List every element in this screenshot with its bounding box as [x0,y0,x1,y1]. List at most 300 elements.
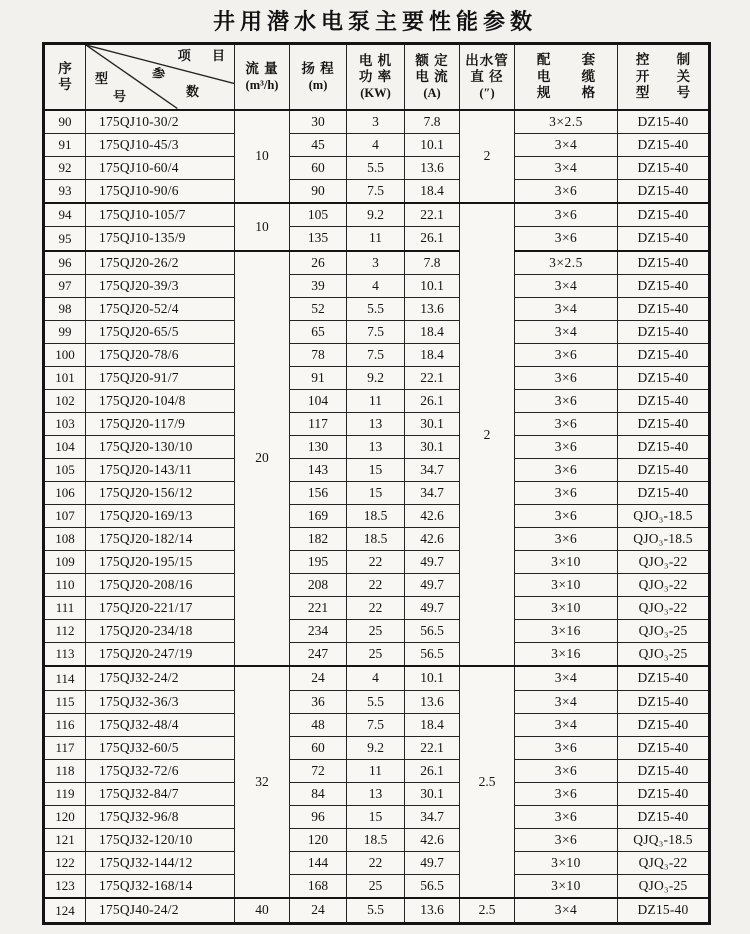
serial-cell: 100 [44,343,86,366]
head-cell: 104 [290,389,347,412]
serial-cell: 105 [44,458,86,481]
current-cell: 10.1 [405,133,460,156]
head-cell: 143 [290,458,347,481]
model-cell: 175QJ20-156/12 [86,482,235,505]
head-cell: 45 [290,133,347,156]
model-cell: 175QJ20-169/13 [86,505,235,528]
switch-cell: DZ15-40 [618,133,710,156]
head-cell: 135 [290,227,347,251]
current-cell: 42.6 [405,828,460,851]
current-cell: 49.7 [405,851,460,874]
switch-cell: QJQ₃-18.5 [618,828,710,851]
model-cell: 175QJ32-120/10 [86,828,235,851]
power-cell: 7.5 [347,343,405,366]
table-row [44,759,710,782]
model-cell: 175QJ32-144/12 [86,851,235,874]
switch-cell: QJO₃-22 [618,574,710,597]
head-cell: 117 [290,412,347,435]
header-flow: 流 量 (m³/h) [235,44,290,110]
head-cell: 36 [290,690,347,713]
power-cell: 11 [347,227,405,251]
switch-cell: DZ15-40 [618,782,710,805]
serial-cell: 93 [44,179,86,203]
serial-cell: 118 [44,759,86,782]
model-cell: 175QJ32-96/8 [86,805,235,828]
head-cell: 24 [290,898,347,923]
flow-cell: 10 [235,203,290,251]
table-row [44,851,710,874]
table-row [44,898,710,923]
model-cell: 175QJ20-195/15 [86,551,235,574]
cable-cell: 3×4 [515,133,618,156]
cable-cell: 3×10 [515,551,618,574]
serial-cell: 117 [44,736,86,759]
switch-cell: DZ15-40 [618,666,710,690]
head-cell: 234 [290,620,347,643]
head-cell: 72 [290,759,347,782]
current-cell: 7.8 [405,110,460,134]
switch-cell: DZ15-40 [618,690,710,713]
header-head: 扬 程 (m) [290,44,347,110]
outlet-cell: 2 [460,110,515,204]
power-cell: 7.5 [347,713,405,736]
power-cell: 18.5 [347,505,405,528]
switch-cell: DZ15-40 [618,297,710,320]
model-cell: 175QJ20-247/19 [86,643,235,667]
switch-cell: QJO₃-22 [618,597,710,620]
cable-cell: 3×6 [515,736,618,759]
serial-cell: 94 [44,203,86,227]
switch-cell: DZ15-40 [618,898,710,923]
switch-cell: DZ15-40 [618,320,710,343]
head-cell: 90 [290,179,347,203]
cable-cell: 3×10 [515,574,618,597]
model-cell: 175QJ20-26/2 [86,251,235,275]
switch-cell: DZ15-40 [618,343,710,366]
serial-cell: 95 [44,227,86,251]
power-cell: 9.2 [347,366,405,389]
cable-cell: 3×4 [515,156,618,179]
cable-cell: 3×6 [515,343,618,366]
model-cell: 175QJ32-168/14 [86,874,235,898]
head-cell: 247 [290,643,347,667]
power-cell: 5.5 [347,156,405,179]
cable-cell: 3×4 [515,690,618,713]
model-cell: 175QJ32-60/5 [86,736,235,759]
current-cell: 30.1 [405,412,460,435]
serial-cell: 99 [44,320,86,343]
current-cell: 34.7 [405,458,460,481]
model-cell: 175QJ20-234/18 [86,620,235,643]
flow-cell: 10 [235,110,290,204]
header-power: 电 机 功 率 (KW) [347,44,405,110]
diag-param-char1: 参 [150,64,168,83]
current-cell: 18.4 [405,343,460,366]
switch-cell: DZ15-40 [618,179,710,203]
serial-cell: 109 [44,551,86,574]
flow-cell: 40 [235,898,290,923]
power-cell: 25 [347,643,405,667]
power-cell: 15 [347,458,405,481]
cable-cell: 3×10 [515,597,618,620]
table-row [44,389,710,412]
switch-cell: DZ15-40 [618,435,710,458]
serial-cell: 103 [44,412,86,435]
current-cell: 56.5 [405,874,460,898]
power-cell: 7.5 [347,179,405,203]
head-cell: 130 [290,435,347,458]
table-row [44,227,710,251]
current-cell: 42.6 [405,528,460,551]
cable-cell: 3×6 [515,528,618,551]
header-serial: 序 号 [44,44,86,110]
header-model-diagonal [86,44,235,110]
power-cell: 5.5 [347,690,405,713]
header-current: 额 定 电 流 (A) [405,44,460,110]
power-cell: 22 [347,574,405,597]
switch-cell: DZ15-40 [618,203,710,227]
cable-cell: 3×6 [515,366,618,389]
cable-cell: 3×4 [515,274,618,297]
switch-cell: DZ15-40 [618,251,710,275]
current-cell: 13.6 [405,690,460,713]
power-cell: 5.5 [347,297,405,320]
table-row [44,528,710,551]
current-cell: 22.1 [405,736,460,759]
switch-cell: DZ15-40 [618,389,710,412]
table-row [44,251,710,275]
power-cell: 13 [347,412,405,435]
cable-cell: 3×4 [515,713,618,736]
table-row [44,874,710,898]
cable-cell: 3×6 [515,179,618,203]
current-cell: 13.6 [405,297,460,320]
serial-cell: 90 [44,110,86,134]
table-row [44,366,710,389]
model-cell: 175QJ20-221/17 [86,597,235,620]
model-cell: 175QJ20-208/16 [86,574,235,597]
serial-cell: 115 [44,690,86,713]
cable-cell: 3×2.5 [515,251,618,275]
model-cell: 175QJ20-117/9 [86,412,235,435]
switch-cell: DZ15-40 [618,227,710,251]
table-row [44,643,710,667]
power-cell: 5.5 [347,898,405,923]
current-cell: 18.4 [405,179,460,203]
current-cell: 26.1 [405,227,460,251]
serial-cell: 111 [44,597,86,620]
serial-cell: 116 [44,713,86,736]
head-cell: 182 [290,528,347,551]
cable-cell: 3×6 [515,482,618,505]
table-row [44,179,710,203]
outlet-cell: 2.5 [460,898,515,923]
diag-model-char2: 号 [113,89,127,104]
serial-cell: 113 [44,643,86,667]
current-cell: 34.7 [405,482,460,505]
table-row [44,458,710,481]
header-cable: 配 套 电 缆 规 格 [515,44,618,110]
power-cell: 3 [347,110,405,134]
table-row [44,505,710,528]
model-cell: 175QJ10-105/7 [86,203,235,227]
serial-cell: 102 [44,389,86,412]
outlet-cell: 2.5 [460,666,515,898]
model-cell: 175QJ20-143/11 [86,458,235,481]
head-cell: 26 [290,251,347,275]
power-cell: 15 [347,805,405,828]
serial-cell: 104 [44,435,86,458]
power-cell: 11 [347,389,405,412]
current-cell: 22.1 [405,203,460,227]
flow-cell: 20 [235,251,290,667]
current-cell: 49.7 [405,574,460,597]
cable-cell: 3×6 [515,782,618,805]
model-cell: 175QJ20-130/10 [86,435,235,458]
model-cell: 175QJ20-78/6 [86,343,235,366]
table-row [44,412,710,435]
model-cell: 175QJ10-45/3 [86,133,235,156]
table-row [44,156,710,179]
serial-cell: 110 [44,574,86,597]
cable-cell: 3×10 [515,874,618,898]
head-cell: 52 [290,297,347,320]
model-cell: 175QJ20-52/4 [86,297,235,320]
table-row [44,297,710,320]
switch-cell: DZ15-40 [618,736,710,759]
head-cell: 168 [290,874,347,898]
current-cell: 30.1 [405,435,460,458]
table-body [44,110,710,924]
table-row [44,805,710,828]
serial-cell: 108 [44,528,86,551]
table-row [44,551,710,574]
power-cell: 18.5 [347,828,405,851]
cable-cell: 3×6 [515,759,618,782]
cable-cell: 3×6 [515,389,618,412]
serial-cell: 96 [44,251,86,275]
cable-cell: 3×6 [515,227,618,251]
table-row [44,713,710,736]
switch-cell: QJO₃-18.5 [618,505,710,528]
model-cell: 175QJ32-72/6 [86,759,235,782]
flow-cell: 32 [235,666,290,898]
switch-cell: QJO₃-22 [618,551,710,574]
serial-cell: 120 [44,805,86,828]
head-cell: 60 [290,156,347,179]
current-cell: 56.5 [405,643,460,667]
power-cell: 15 [347,482,405,505]
switch-cell: DZ15-40 [618,482,710,505]
model-cell: 175QJ32-36/3 [86,690,235,713]
switch-cell: DZ15-40 [618,412,710,435]
table-row [44,782,710,805]
switch-cell: QJO₃-18.5 [618,528,710,551]
cable-cell: 3×6 [515,435,618,458]
switch-cell: DZ15-40 [618,458,710,481]
switch-cell: QJO₃-25 [618,643,710,667]
switch-cell: QJQ₃-22 [618,851,710,874]
head-cell: 91 [290,366,347,389]
current-cell: 42.6 [405,505,460,528]
current-cell: 34.7 [405,805,460,828]
table-row [44,110,710,134]
current-cell: 10.1 [405,274,460,297]
power-cell: 9.2 [347,736,405,759]
cable-cell: 3×4 [515,297,618,320]
head-cell: 105 [290,203,347,227]
head-cell: 208 [290,574,347,597]
model-cell: 175QJ20-65/5 [86,320,235,343]
outlet-cell: 2 [460,203,515,666]
table-row [44,620,710,643]
table-row [44,597,710,620]
switch-cell: DZ15-40 [618,713,710,736]
current-cell: 18.4 [405,320,460,343]
cable-cell: 3×4 [515,898,618,923]
current-cell: 49.7 [405,551,460,574]
model-cell: 175QJ32-48/4 [86,713,235,736]
model-cell: 175QJ32-84/7 [86,782,235,805]
power-cell: 18.5 [347,528,405,551]
model-cell: 175QJ20-39/3 [86,274,235,297]
serial-cell: 101 [44,366,86,389]
switch-cell: DZ15-40 [618,156,710,179]
table-row [44,435,710,458]
cable-cell: 3×6 [515,458,618,481]
head-cell: 65 [290,320,347,343]
power-cell: 4 [347,666,405,690]
model-cell: 175QJ20-104/8 [86,389,235,412]
model-cell: 175QJ10-30/2 [86,110,235,134]
model-cell: 175QJ10-90/6 [86,179,235,203]
head-cell: 48 [290,713,347,736]
table-row [44,574,710,597]
table-row [44,666,710,690]
diag-model-char1: 型 [95,71,109,86]
cable-cell: 3×16 [515,643,618,667]
header-switch: 控 制 开 关 型 号 [618,44,710,110]
model-cell: 175QJ20-182/14 [86,528,235,551]
power-cell: 9.2 [347,203,405,227]
head-cell: 96 [290,805,347,828]
serial-cell: 107 [44,505,86,528]
cable-cell: 3×10 [515,851,618,874]
cable-cell: 3×6 [515,203,618,227]
model-cell: 175QJ40-24/2 [86,898,235,923]
cable-cell: 3×4 [515,320,618,343]
serial-cell: 97 [44,274,86,297]
model-cell: 175QJ10-135/9 [86,227,235,251]
current-cell: 10.1 [405,666,460,690]
power-cell: 22 [347,551,405,574]
diag-item-label: 项 目 [177,48,234,63]
switch-cell: DZ15-40 [618,805,710,828]
cable-cell: 3×4 [515,666,618,690]
cable-cell: 3×6 [515,828,618,851]
current-cell: 22.1 [405,366,460,389]
switch-cell: QJO₃-25 [618,874,710,898]
head-cell: 144 [290,851,347,874]
table-row [44,133,710,156]
switch-cell: QJO₃-25 [618,620,710,643]
model-cell: 175QJ10-60/4 [86,156,235,179]
power-cell: 13 [347,435,405,458]
switch-cell: DZ15-40 [618,759,710,782]
diag-param-char2: 数 [186,84,200,99]
serial-cell: 122 [44,851,86,874]
head-cell: 30 [290,110,347,134]
head-cell: 24 [290,666,347,690]
serial-cell: 91 [44,133,86,156]
switch-cell: DZ15-40 [618,110,710,134]
current-cell: 56.5 [405,620,460,643]
head-cell: 84 [290,782,347,805]
header-outlet: 出水管 直 径 (″) [460,44,515,110]
table-row [44,828,710,851]
table-row [44,343,710,366]
serial-cell: 106 [44,482,86,505]
table-row [44,482,710,505]
table-row [44,274,710,297]
head-cell: 120 [290,828,347,851]
head-cell: 195 [290,551,347,574]
current-cell: 7.8 [405,251,460,275]
switch-cell: DZ15-40 [618,274,710,297]
current-cell: 13.6 [405,156,460,179]
head-cell: 78 [290,343,347,366]
table-row [44,320,710,343]
power-cell: 25 [347,874,405,898]
serial-cell: 98 [44,297,86,320]
table-row [44,690,710,713]
current-cell: 30.1 [405,782,460,805]
current-cell: 49.7 [405,597,460,620]
serial-cell: 114 [44,666,86,690]
cable-cell: 3×2.5 [515,110,618,134]
table-row [44,736,710,759]
page-title: 井用潜水电泵主要性能参数 [212,9,537,34]
power-cell: 3 [347,251,405,275]
current-cell: 26.1 [405,759,460,782]
cable-cell: 3×6 [515,505,618,528]
power-cell: 4 [347,133,405,156]
table-row [44,203,710,227]
cable-cell: 3×6 [515,805,618,828]
serial-cell: 124 [44,898,86,923]
serial-cell: 121 [44,828,86,851]
current-cell: 18.4 [405,713,460,736]
head-cell: 156 [290,482,347,505]
cable-cell: 3×6 [515,412,618,435]
pump-spec-table [42,42,711,925]
serial-cell: 92 [44,156,86,179]
head-cell: 169 [290,505,347,528]
current-cell: 13.6 [405,898,460,923]
power-cell: 4 [347,274,405,297]
power-cell: 22 [347,597,405,620]
power-cell: 7.5 [347,320,405,343]
head-cell: 60 [290,736,347,759]
model-cell: 175QJ32-24/2 [86,666,235,690]
cable-cell: 3×16 [515,620,618,643]
power-cell: 13 [347,782,405,805]
switch-cell: DZ15-40 [618,366,710,389]
head-cell: 39 [290,274,347,297]
power-cell: 11 [347,759,405,782]
power-cell: 25 [347,620,405,643]
serial-cell: 119 [44,782,86,805]
